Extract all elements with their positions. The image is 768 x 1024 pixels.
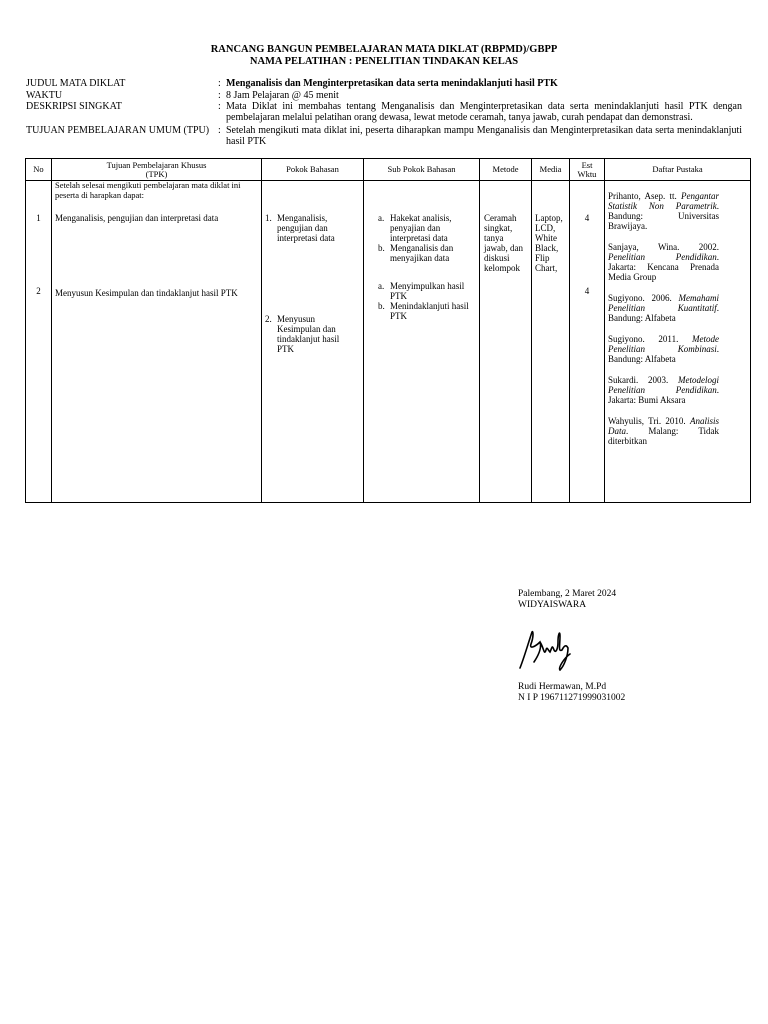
reference-item: Sugiyono. 2006. Memahami Penelitian Kuantitatif. Bandung: Alfabeta: [608, 293, 719, 323]
header-est-waktu: Est Wktu: [570, 159, 605, 181]
meta-waktu-value: 8 Jam Pelajaran @ 45 menit: [226, 90, 339, 101]
sub-list: [378, 213, 476, 263]
meta-judul-label: JUDUL MATA DIKLAT: [26, 78, 126, 89]
cell-no: [26, 181, 52, 503]
cell-daftar-pustaka: [605, 181, 751, 503]
reference-item: Sukardi. 2003. Metodelogi Penelitian Pendidikan. Jakarta: Bumi Aksara: [608, 375, 719, 405]
reference-item: Wahyulis, Tri. 2010. Analisis Data. Malang: Tidak diterbitkan: [608, 416, 719, 446]
media-text: Laptop, LCD, White Black, Flip Chart,: [535, 213, 563, 273]
pokok-item: [265, 314, 357, 354]
sub-item: [378, 243, 476, 263]
cell-pokok-bahasan: [262, 181, 364, 503]
pokok-text: Menganalisis, pengujian dan interpretasi data: [277, 213, 335, 243]
reference-list: [608, 191, 719, 457]
cell-sub-pokok-bahasan: [364, 181, 480, 503]
sub-item: [378, 281, 476, 301]
signature-nip: N I P 196711271999031002: [518, 693, 626, 703]
header-daftar-pustaka: Daftar Pustaka: [605, 159, 751, 181]
row-number: 1: [36, 213, 41, 223]
pokok-text: Menyusun Kesimpulan dan tindaklanjut hasil PTK: [277, 314, 340, 354]
sub-text: Menyimpulkan hasil PTK: [390, 281, 465, 301]
row-number: 2: [36, 286, 41, 296]
reference-item: Sanjaya, Wina. 2002. Penelitian Pendidikan. Jakarta: Kencana Prenada Media Group: [608, 242, 719, 282]
table-row: [26, 181, 751, 503]
meta-colon: :: [218, 125, 221, 136]
header-sub-pokok-bahasan: Sub Pokok Bahasan: [364, 159, 480, 181]
header-metode: Metode: [480, 159, 532, 181]
signature-role: WIDYAISWARA: [518, 600, 587, 610]
meta-colon: :: [218, 78, 221, 89]
reference-item: Prihanto, Asep. tt. Pengantar Statistik Non Parametrik. Bandung: Universitas Brawijaya.: [608, 191, 719, 231]
cell-tpk: [52, 181, 262, 503]
sub-text: Menindaklanjuti hasil PTK: [390, 301, 469, 321]
sub-item: [378, 301, 476, 321]
tpk-item: Menganalisis, pengujian dan interpretasi data: [55, 213, 219, 223]
sub-marker: b.: [378, 243, 385, 253]
document-title: RANCANG BANGUN PEMBELAJARAN MATA DIKLAT (RBPMD)/GBPP: [210, 44, 558, 55]
tpk-intro: Setelah selesai mengikuti pembelajaran mata diklat ini peserta di harapkan dapat:: [55, 180, 241, 200]
est-waktu-value: 4: [584, 213, 590, 223]
meta-deskripsi-label: DESKRIPSI SINGKAT: [26, 101, 122, 112]
header-no: No: [26, 159, 52, 181]
tpk-item: Menyusun Kesimpulan dan tindaklanjut hasil PTK: [55, 288, 238, 298]
metode-text: Ceramah singkat, tanya jawab, dan diskusi kelompok: [484, 213, 523, 273]
cell-est-waktu: [570, 181, 605, 503]
sub-marker: a.: [378, 281, 385, 291]
header-media: Media: [532, 159, 570, 181]
meta-tpu-value: Setelah mengikuti mata diklat ini, peserta diharapkan mampu Menganalisis dan Menginterpretasikan data serta menindaklanjuti hasil PTK: [226, 125, 742, 147]
signature-name: Rudi Hermawan, M.Pd: [518, 682, 607, 692]
training-name: NAMA PELATIHAN : PENELITIAN TINDAKAN KELAS: [249, 56, 519, 67]
est-waktu-value: 4: [584, 286, 590, 296]
sub-text: Menganalisis dan menyajikan data: [390, 243, 454, 263]
table-header-row: [26, 159, 751, 181]
sub-item: [378, 213, 476, 243]
meta-waktu-label: WAKTU: [26, 90, 63, 101]
rbpmd-table: [25, 158, 751, 503]
reference-item: Sugiyono. 2011. Metode Penelitian Kombinasi. Bandung: Alfabeta: [608, 334, 719, 364]
sub-list: [378, 281, 476, 321]
pokok-number: 1.: [265, 213, 272, 223]
sub-marker: b.: [378, 301, 385, 311]
pokok-item: [265, 213, 357, 243]
sub-marker: a.: [378, 213, 385, 223]
cell-metode: [480, 181, 532, 503]
meta-colon: :: [218, 90, 221, 101]
header-pokok-bahasan: Pokok Bahasan: [262, 159, 364, 181]
header-tpk: Tujuan Pembelajaran Khusus (TPK): [52, 159, 262, 181]
meta-judul-value: Menganalisis dan Menginterpretasikan data serta menindaklanjuti hasil PTK: [226, 78, 558, 89]
cell-media: [532, 181, 570, 503]
meta-deskripsi-value: Mata Diklat ini membahas tentang Menganalisis dan Menginterpretasikan data serta menindaklanjuti hasil PTK dengan pembelajaran melalui pelatihan orang dewasa, lewat metode ceramah, tanya jawab, curah pendapat dan demonstrasi.: [226, 101, 742, 123]
pokok-number: 2.: [265, 314, 272, 324]
signature-place-date: Palembang, 2 Maret 2024: [518, 589, 617, 599]
meta-colon: :: [218, 101, 221, 112]
sub-text: Hakekat analisis, penyajian dan interpretasi data: [390, 213, 452, 243]
signature-image: [514, 622, 578, 672]
meta-tpu-label: TUJUAN PEMBELAJARAN UMUM (TPU): [26, 125, 210, 136]
